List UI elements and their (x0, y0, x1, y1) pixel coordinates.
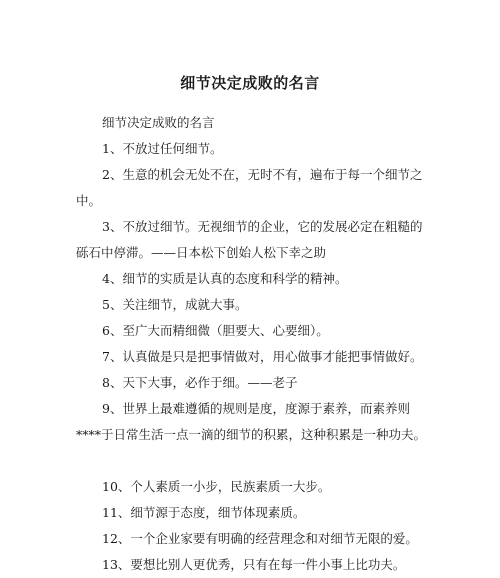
quote-item-9-continued: ****于日常生活一点一滴的细节的积累，这种积累是一种功夫。 (76, 427, 427, 442)
quote-item-4: 4、细节的实质是认真的态度和科学的精神。 (102, 271, 348, 286)
quote-item-1: 1、不放过任何细节。 (102, 141, 223, 156)
quote-item-9: 9、世界上最难遵循的规则是度，度源于素养，而素养则 (102, 401, 410, 416)
quote-item-10: 10、个人素质一小步，民族素质一大步。 (102, 479, 331, 494)
quote-item-5: 5、关注细节，成就大事。 (102, 297, 248, 312)
quote-item-13: 13、要想比别人更优秀，只有在每一件小事上比功夫。 (102, 557, 406, 572)
quote-item-7: 7、认真做是只是把事情做对，用心做事才能把事情做好。 (102, 349, 423, 364)
quote-item-2-continued: 中。 (76, 193, 102, 208)
paragraph-heading: 细节决定成败的名言 (102, 115, 215, 130)
quote-item-3-continued: 砾石中停滞。——日本松下创始人松下幸之助 (76, 245, 327, 260)
quote-item-8: 8、天下大事，必作于细。——老子 (102, 375, 298, 390)
quote-item-6: 6、至广大而精细微（胆要大、心要细）。 (102, 323, 329, 338)
quote-item-11: 11、细节源于态度，细节体现素质。 (102, 505, 306, 520)
quote-item-3: 3、不放过细节。无视细节的企业，它的发展必定在粗糙的 (102, 219, 423, 234)
quote-item-12: 12、一个企业家要有明确的经营理念和对细节无限的爱。 (102, 531, 418, 546)
quote-item-2: 2、生意的机会无处不在，无时不有，遍布于每一个细节之 (102, 167, 423, 182)
document-title: 细节决定成败的名言 (180, 74, 320, 92)
